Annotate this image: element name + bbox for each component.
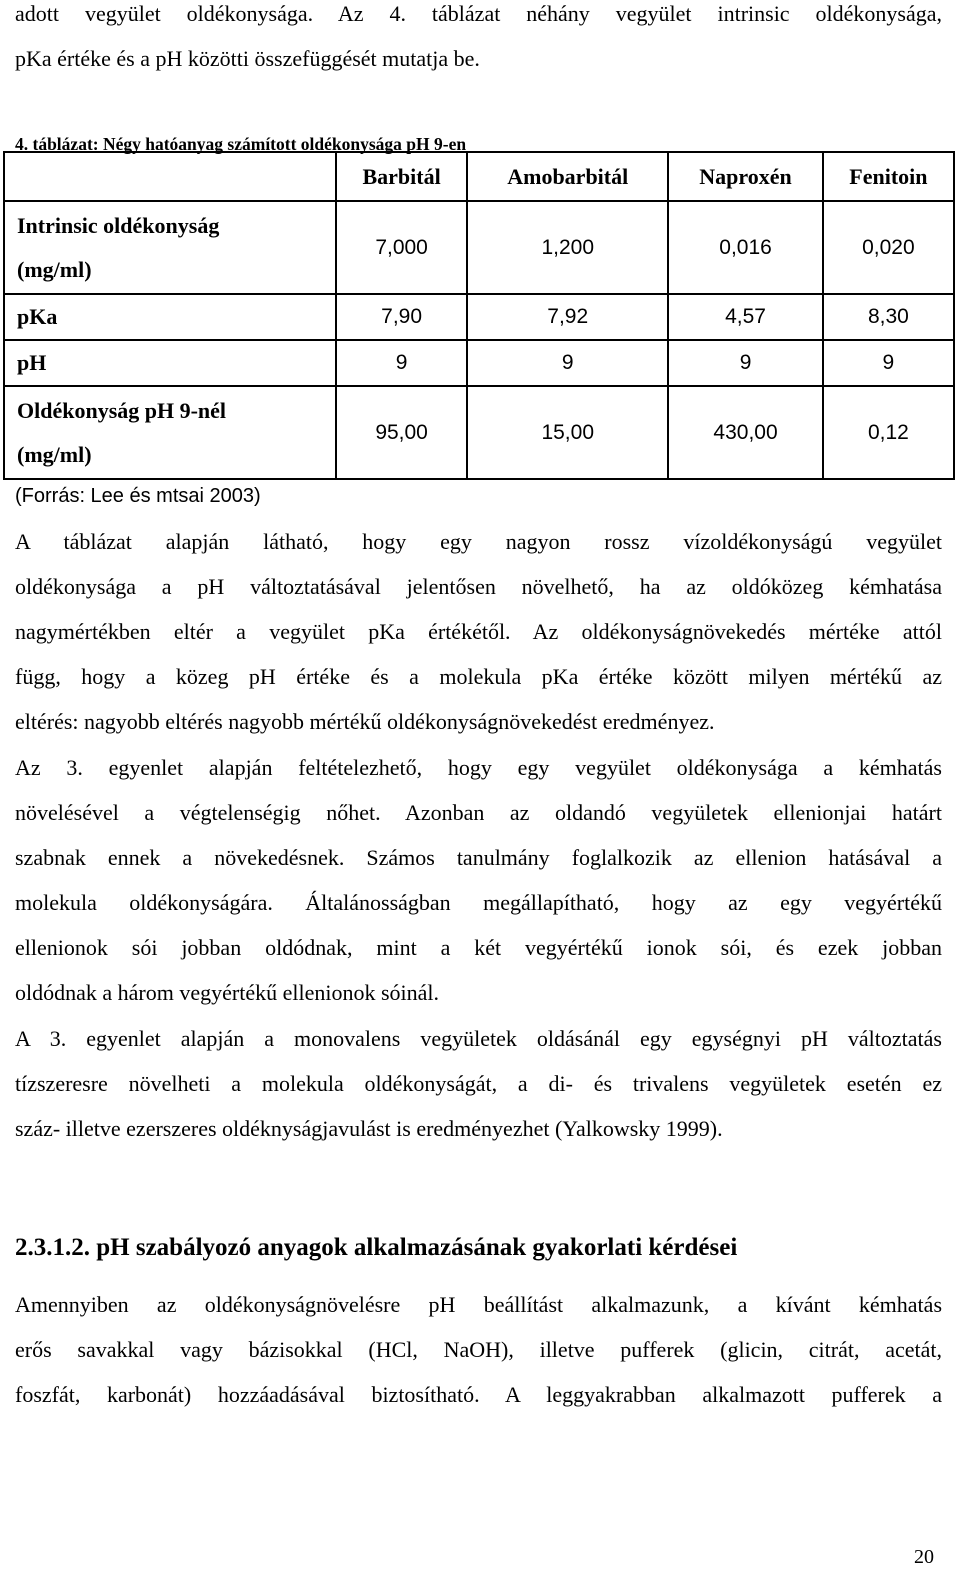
column-header: Barbitál [336, 152, 467, 201]
table-cell: 7,000 [336, 201, 467, 294]
paragraph-line: oldékonysága a pH változtatásával jelentősen növelhető, ha az oldóközeg kémhatása [15, 574, 942, 599]
solubility-table [3, 151, 955, 480]
column-header: Naproxén [668, 152, 823, 201]
table-cell: 8,30 [823, 294, 954, 340]
column-header: Amobarbitál [467, 152, 668, 201]
row-label [4, 386, 336, 479]
paragraph-line: növelésével a végtelenségig nőhet. Azonban az oldandó vegyületek ellenionjai határt [15, 800, 942, 825]
page-number: 20 [914, 1546, 934, 1568]
row-label-unit: (mg/ml) [17, 441, 92, 467]
table-cell: 9 [823, 340, 954, 386]
paragraph-line: foszfát, karbonát) hozzáadásával biztosítható. A leggyakrabban alkalmazott pufferek a [15, 1382, 942, 1407]
table-row [4, 340, 954, 386]
intro-line-2: pKa értéke és a pH közötti összefüggését mutatja be. [15, 46, 480, 71]
paragraph-line: száz- illetve ezerszeres oldéknyságjavulást is eredményezhet (Yalkowsky 1999). [15, 1116, 723, 1141]
table-cell: 9 [336, 340, 467, 386]
table-cell: 0,016 [668, 201, 823, 294]
intro-line-1: adott vegyület oldékonysága. Az 4. táblázat néhány vegyület intrinsic oldékonysága, [15, 1, 942, 26]
paragraph-line: A táblázat alapján látható, hogy egy nagyon rossz vízoldékonyságú vegyület [15, 529, 942, 554]
row-label [4, 201, 336, 294]
paragraph-line: oldódnak a három vegyértékű ellenionok sóinál. [15, 980, 439, 1005]
table-cell: 430,00 [668, 386, 823, 479]
table-cell: 0,12 [823, 386, 954, 479]
table-corner-cell [4, 152, 336, 201]
paragraph-line: ellenionok sói jobban oldódnak, mint a két vegyértékű ionok sói, és ezek jobban [15, 935, 942, 960]
paragraph-line: Amennyiben az oldékonyságnövelésre pH beállítást alkalmazunk, a kívánt kémhatás [15, 1292, 942, 1317]
paragraph-line: A 3. egyenlet alapján a monovalens vegyületek oldásánál egy egységnyi pH változtatás [15, 1026, 942, 1051]
row-label-unit: (mg/ml) [17, 256, 92, 282]
table-row [4, 294, 954, 340]
table-cell: 15,00 [467, 386, 668, 479]
row-label: pH [4, 340, 336, 386]
paragraph-line: erős savakkal vagy bázisokkal (HCl, NaOH), illetve pufferek (glicin, citrát, acetát, [15, 1337, 942, 1362]
table-cell: 7,92 [467, 294, 668, 340]
paragraph-line: Az 3. egyenlet alapján feltételezhető, hogy egy vegyület oldékonysága a kémhatás [15, 755, 942, 780]
paragraph-line: szabnak ennek a növekedésnek. Számos tanulmány foglalkozik az ellenion hatásával a [15, 845, 942, 870]
table-row [4, 201, 954, 294]
table-cell: 0,020 [823, 201, 954, 294]
row-label-line: Intrinsic oldékonyság [17, 212, 220, 238]
table-row [4, 386, 954, 479]
table-cell: 9 [668, 340, 823, 386]
table-source: (Forrás: Lee és mtsai 2003) [15, 485, 261, 507]
table-cell: 1,200 [467, 201, 668, 294]
table-cell: 9 [467, 340, 668, 386]
paragraph-line: eltérés: nagyobb eltérés nagyobb mértékű oldékonyságnövekedést eredményez. [15, 709, 715, 734]
table-cell: 95,00 [336, 386, 467, 479]
table-cell: 7,90 [336, 294, 467, 340]
column-header: Fenitoin [823, 152, 954, 201]
row-label-line: Oldékonyság pH 9-nél [17, 397, 227, 423]
paragraph-line: függ, hogy a közeg pH értéke és a molekula pKa értéke között milyen mértékű az [15, 664, 942, 689]
paragraph-line: tízszeresre növelheti a molekula oldékonyságát, a di- és trivalens vegyületek esetén ez [15, 1071, 942, 1096]
table-cell: 4,57 [668, 294, 823, 340]
table-caption: 4. táblázat: Négy hatóanyag számított oldékonysága pH 9-en [15, 134, 467, 154]
table-header-row [4, 152, 954, 201]
row-label: pKa [4, 294, 336, 340]
paragraph-line: nagymértékben eltér a vegyület pKa értékétől. Az oldékonyságnövekedés mértéke attól [15, 619, 942, 644]
paragraph-line: molekula oldékonyságára. Általánosságban megállapítható, hogy az egy vegyértékű [15, 890, 942, 915]
section-heading: 2.3.1.2. pH szabályozó anyagok alkalmazásának gyakorlati kérdései [15, 1234, 738, 1261]
